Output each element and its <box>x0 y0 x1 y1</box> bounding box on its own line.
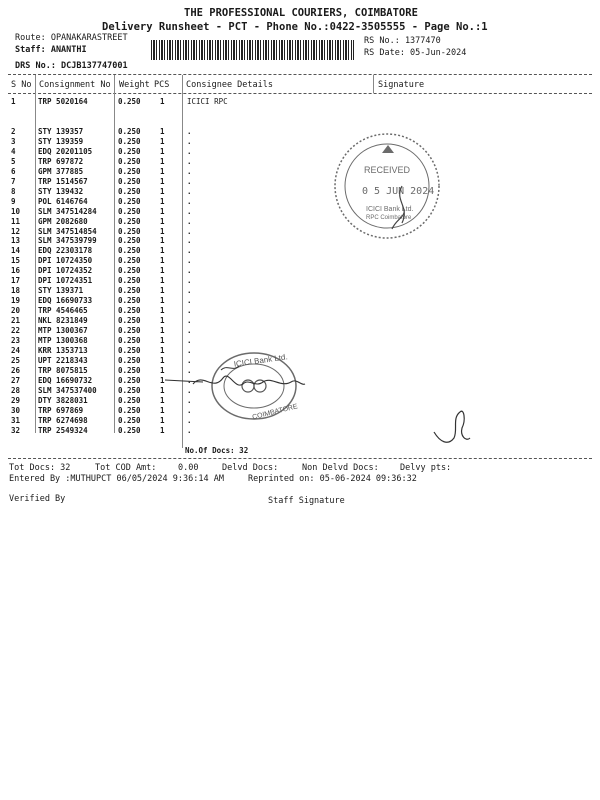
row-weight: 0.250 <box>118 266 141 276</box>
row-sno: 21 <box>11 316 21 326</box>
row-weight: 0.250 <box>118 196 141 206</box>
row-weight: 0.250 <box>118 226 141 236</box>
table-row <box>0 207 600 217</box>
row-consignee: ICICI RPC <box>187 97 228 106</box>
row-consignment: TRP 697869 <box>38 405 84 415</box>
row-consignee: . <box>187 335 192 345</box>
row-sno: 9 <box>11 196 16 206</box>
table-row <box>0 177 600 187</box>
row-consignment: SLM 347514854 <box>38 226 97 236</box>
table-row <box>0 157 600 167</box>
row-consignee: . <box>187 186 192 196</box>
row-sno: 23 <box>11 335 21 345</box>
row-weight: 0.250 <box>118 415 141 425</box>
row-sno: 6 <box>11 166 16 176</box>
row-pcs: 1 <box>160 296 165 306</box>
row-pcs: 1 <box>160 196 165 206</box>
row-weight: 0.250 <box>118 166 141 176</box>
row-consignee: . <box>187 127 192 136</box>
row-consignment: TRP 1514567 <box>38 176 88 186</box>
row-weight: 0.250 <box>118 385 141 395</box>
row-pcs: 1 <box>160 306 165 316</box>
row-consignment: TRP 6274698 <box>38 415 88 425</box>
row-pcs: 1 <box>160 266 165 276</box>
row-sno: 15 <box>11 256 21 266</box>
row-sno: 27 <box>11 375 21 385</box>
table-row <box>0 306 600 316</box>
row-sno: 26 <box>11 365 21 375</box>
row-consignee: . <box>187 306 192 316</box>
non-delvd-docs: Non Delvd Docs: <box>302 463 379 473</box>
row-consignment: DPI 10724352 <box>38 266 93 276</box>
row-pcs: 1 <box>160 236 165 246</box>
row-consignment: STY 139359 <box>38 136 84 146</box>
row-weight: 0.250 <box>118 355 141 365</box>
row-pcs: 1 <box>160 127 165 136</box>
rs-number: RS No.: 1377470 <box>364 36 441 46</box>
row-consignment: DTY 3828031 <box>38 395 88 405</box>
row-consignee: . <box>187 316 192 326</box>
row-consignee: . <box>187 375 192 385</box>
row-weight: 0.250 <box>118 256 141 266</box>
row-sno: 5 <box>11 156 16 166</box>
row-pcs: 1 <box>160 97 165 106</box>
row-pcs: 1 <box>160 355 165 365</box>
row-sno: 20 <box>11 306 21 316</box>
row-pcs: 1 <box>160 335 165 345</box>
tot-cod-label: Tot COD Amt: <box>95 463 157 473</box>
row-sno: 2 <box>11 127 16 136</box>
table-row <box>0 336 600 346</box>
rs-date: RS Date: 05-Jun-2024 <box>364 48 467 58</box>
row-consignee: . <box>187 236 192 246</box>
row-weight: 0.250 <box>118 395 141 405</box>
row-consignee: . <box>187 166 192 176</box>
row-consignment: STY 139432 <box>38 186 84 196</box>
row-sno: 22 <box>11 326 21 335</box>
row-consignee: . <box>187 286 192 296</box>
row-consignment: MTP 1300368 <box>38 335 88 345</box>
reprinted-on: Reprinted on: 05-06-2024 09:36:32 <box>248 474 417 484</box>
row-pcs: 1 <box>160 375 165 385</box>
row-weight: 0.250 <box>118 405 141 415</box>
table-row <box>0 197 600 207</box>
row-weight: 0.250 <box>118 365 141 375</box>
delvd-docs: Delvd Docs: <box>222 463 279 473</box>
row-consignee: . <box>187 146 192 156</box>
row-consignee: . <box>187 176 192 186</box>
row-pcs: 1 <box>160 365 165 375</box>
row-pcs: 1 <box>160 246 165 256</box>
row-sno: 30 <box>11 405 21 415</box>
table-row <box>0 286 600 296</box>
divider <box>8 74 592 75</box>
table-row <box>0 246 600 256</box>
row-consignment: UPT 2218343 <box>38 355 88 365</box>
company-title: THE PROFESSIONAL COURIERS, COIMBATORE <box>184 7 418 19</box>
entered-by: Entered By :MUTHUPCT 06/05/2024 9:36:14 AM <box>9 474 224 484</box>
col-header-weight: Weight <box>119 80 150 90</box>
row-pcs: 1 <box>160 206 165 216</box>
table-row <box>0 227 600 237</box>
table-row <box>0 256 600 266</box>
row-pcs: 1 <box>160 326 165 335</box>
row-consignee: . <box>187 355 192 365</box>
row-pcs: 1 <box>160 405 165 415</box>
row-weight: 0.250 <box>118 206 141 216</box>
row-sno: 4 <box>11 146 16 156</box>
row-pcs: 1 <box>160 276 165 286</box>
row-consignee: . <box>187 226 192 236</box>
row-pcs: 1 <box>160 316 165 326</box>
row-consignment: POL 6146764 <box>38 196 88 206</box>
received-bank: ICICI Bank Ltd. <box>366 206 414 213</box>
row-sno: 29 <box>11 395 21 405</box>
row-consignee: . <box>187 196 192 206</box>
row-sno: 10 <box>11 206 21 216</box>
row-weight: 0.250 <box>118 97 141 106</box>
row-sno: 18 <box>11 286 21 296</box>
row-consignee: . <box>187 266 192 276</box>
row-weight: 0.250 <box>118 316 141 326</box>
row-consignment: GPM 377885 <box>38 166 84 176</box>
row-pcs: 1 <box>160 385 165 395</box>
row-pcs: 1 <box>160 256 165 266</box>
column-divider <box>373 75 374 93</box>
row-sno: 31 <box>11 415 21 425</box>
col-header-pcs: PCS <box>154 80 170 90</box>
row-weight: 0.250 <box>118 425 141 435</box>
row-consignee: . <box>187 156 192 166</box>
row-weight: 0.250 <box>118 296 141 306</box>
row-weight: 0.250 <box>118 176 141 186</box>
received-stamp <box>332 131 442 241</box>
verified-by: Verified By <box>9 494 66 504</box>
table-row <box>0 276 600 286</box>
row-consignment: EDQ 16690733 <box>38 296 93 306</box>
table-row <box>0 326 600 336</box>
row-consignment: GPM 2082680 <box>38 216 88 226</box>
row-sno: 32 <box>11 425 21 435</box>
row-consignee: . <box>187 276 192 286</box>
row-weight: 0.250 <box>118 186 141 196</box>
row-sno: 11 <box>11 216 21 226</box>
row-consignee: . <box>187 385 192 395</box>
row-weight: 0.250 <box>118 375 141 385</box>
row-consignee: . <box>187 246 192 256</box>
row-weight: 0.250 <box>118 335 141 345</box>
row-sno: 1 <box>11 97 16 106</box>
row-consignee: . <box>187 365 192 375</box>
row-pcs: 1 <box>160 415 165 425</box>
tot-docs: Tot Docs: 32 <box>9 463 71 473</box>
row-pcs: 1 <box>160 286 165 296</box>
row-pcs: 1 <box>160 226 165 236</box>
row-consignee: . <box>187 256 192 266</box>
row-sno: 24 <box>11 345 21 355</box>
staff-signature-label: Staff Signature <box>268 496 345 506</box>
row-pcs: 1 <box>160 136 165 146</box>
row-sno: 25 <box>11 355 21 365</box>
row-consignment: STY 139357 <box>38 127 84 136</box>
row-sno: 3 <box>11 136 16 146</box>
seal-top-text: ICICI Bank Ltd. <box>233 352 289 369</box>
row-pcs: 1 <box>160 186 165 196</box>
received-label: RECEIVED <box>364 165 411 175</box>
row-weight: 0.250 <box>118 286 141 296</box>
table-row <box>0 266 600 276</box>
table-row <box>0 426 600 436</box>
table-row <box>0 316 600 326</box>
row-consignment: NKL 8231849 <box>38 316 88 326</box>
staff-label: Staff: ANANTHI <box>15 45 87 55</box>
drs-number: DRS No.: DCJB137747001 <box>15 61 128 71</box>
row-weight: 0.250 <box>118 246 141 256</box>
row-weight: 0.250 <box>118 276 141 286</box>
row-consignment: DPI 10724351 <box>38 276 93 286</box>
barcode <box>151 40 354 60</box>
row-consignee: . <box>187 206 192 216</box>
row-pcs: 1 <box>160 146 165 156</box>
table-row <box>0 296 600 306</box>
col-header-signature: Signature <box>378 80 425 90</box>
seal-bottom-text: COIMBATORE <box>251 403 299 422</box>
row-weight: 0.250 <box>118 345 141 355</box>
staff-signature-mark <box>430 402 475 452</box>
row-weight: 0.250 <box>118 236 141 246</box>
row-pcs: 1 <box>160 216 165 226</box>
no-of-docs: No.Of Docs: 32 <box>185 446 249 455</box>
col-header-consignment: Consignment No <box>39 80 111 90</box>
row-consignment: TRP 4546465 <box>38 306 88 316</box>
row-consignee: . <box>187 345 192 355</box>
row-consignee: . <box>187 405 192 415</box>
col-header-consignee: Consignee Details <box>186 80 273 90</box>
table-row <box>0 217 600 227</box>
row-weight: 0.250 <box>118 306 141 316</box>
row-weight: 0.250 <box>118 136 141 146</box>
row-sno: 12 <box>11 226 21 236</box>
row-consignee: . <box>187 296 192 306</box>
row-consignment: EDQ 20201105 <box>38 146 93 156</box>
route-label: Route: OPANAKARASTREET <box>15 33 128 43</box>
delvy-pts: Delvy pts: <box>400 463 452 473</box>
row-sno: 13 <box>11 236 21 246</box>
row-sno: 14 <box>11 246 21 256</box>
row-sno: 28 <box>11 385 21 395</box>
row-consignment: TRP 8075815 <box>38 365 88 375</box>
row-pcs: 1 <box>160 425 165 435</box>
col-header-sno: S No <box>11 80 32 90</box>
table-row <box>0 137 600 147</box>
received-date: 0 5 JUN 2024 <box>362 186 435 197</box>
runsheet-subtitle: Delivery Runsheet - PCT - Phone No.:0422-3505555 - Page No.:1 <box>102 21 488 33</box>
table-row <box>0 187 600 197</box>
row-consignment: TRP 697872 <box>38 156 84 166</box>
row-consignment: EDQ 22303178 <box>38 246 93 256</box>
row-sno: 16 <box>11 266 21 276</box>
row-weight: 0.250 <box>118 127 141 136</box>
row-consignment: SLM 347514284 <box>38 206 97 216</box>
row-sno: 19 <box>11 296 21 306</box>
row-consignee: . <box>187 415 192 425</box>
tot-cod-value: 0.00 <box>178 463 199 473</box>
divider <box>8 93 592 94</box>
table-row <box>0 97 600 107</box>
row-consignee: . <box>187 395 192 405</box>
row-consignment: MTP 1300367 <box>38 326 88 335</box>
table-row <box>0 147 600 157</box>
row-consignment: SLM 347537400 <box>38 385 97 395</box>
row-consignment: SLM 347539799 <box>38 236 97 246</box>
row-consignee: . <box>187 216 192 226</box>
row-pcs: 1 <box>160 176 165 186</box>
row-consignment: TRP 5020164 <box>38 97 88 106</box>
table-row <box>0 127 600 137</box>
row-sno: 7 <box>11 176 16 186</box>
divider <box>8 458 592 459</box>
row-consignment: STY 139371 <box>38 286 84 296</box>
row-pcs: 1 <box>160 156 165 166</box>
row-pcs: 1 <box>160 345 165 355</box>
row-weight: 0.250 <box>118 156 141 166</box>
row-sno: 8 <box>11 186 16 196</box>
table-row <box>0 236 600 246</box>
row-consignee: . <box>187 425 192 435</box>
arrow-icon <box>382 145 394 153</box>
row-consignment: KRR 1353713 <box>38 345 88 355</box>
recipient-signature <box>163 362 313 407</box>
row-pcs: 1 <box>160 395 165 405</box>
row-consignment: TRP 2549324 <box>38 425 88 435</box>
row-weight: 0.250 <box>118 326 141 335</box>
row-pcs: 1 <box>160 166 165 176</box>
received-branch: RPC Coimbatore <box>366 215 412 221</box>
row-weight: 0.250 <box>118 146 141 156</box>
table-row <box>0 167 600 177</box>
row-consignee: . <box>187 326 192 335</box>
row-sno: 17 <box>11 276 21 286</box>
row-consignment: DPI 10724350 <box>38 256 93 266</box>
row-consignment: EDQ 16690732 <box>38 375 93 385</box>
row-consignee: . <box>187 136 192 146</box>
row-weight: 0.250 <box>118 216 141 226</box>
